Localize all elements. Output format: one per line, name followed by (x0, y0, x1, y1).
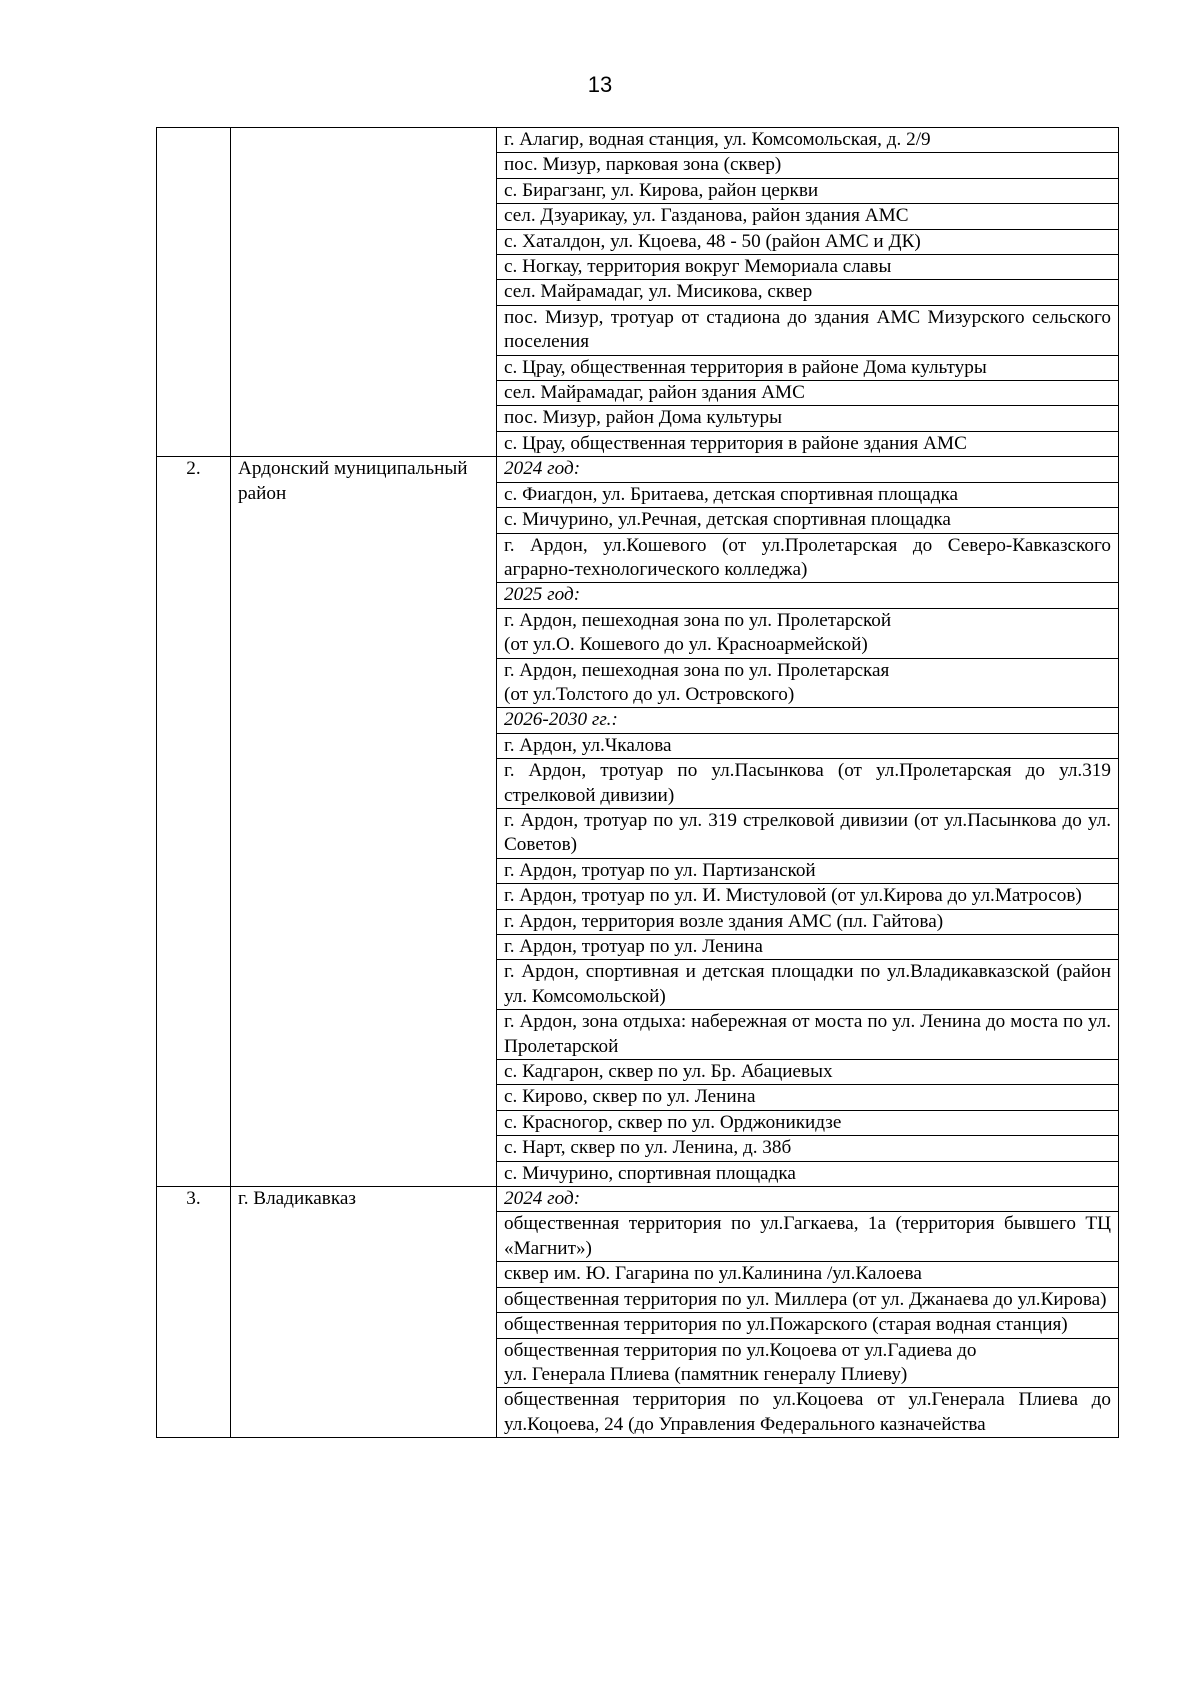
territory-cell: общественная территория по ул.Пожарского (старая водная станция) (497, 1313, 1119, 1338)
year-heading-cell: 2026-2030 гг.: (497, 708, 1119, 733)
territory-cell: г. Алагир, водная станция, ул. Комсомольская, д. 2/9 (497, 128, 1119, 153)
territory-cell: г. Ардон, тротуар по ул.Пасынкова (от ул.Пролетарская до ул.319 стрелковой дивизии) (497, 759, 1119, 809)
territory-cell: г. Ардон, ул.Чкалова (497, 733, 1119, 758)
table-row (157, 457, 1119, 482)
territory-cell: с. Ногкау, территория вокруг Мемориала славы (497, 255, 1119, 280)
territory-cell: с. Нарт, сквер по ул. Ленина, д. 38б (497, 1136, 1119, 1161)
territory-cell: г. Ардон, пешеходная зона по ул. Пролетарская (от ул.Толстого до ул. Островского) (497, 658, 1119, 708)
territory-cell: с. Црау, общественная территория в районе Дома культуры (497, 355, 1119, 380)
territory-cell: с. Кадгарон, сквер по ул. Бр. Абациевых (497, 1060, 1119, 1085)
territory-cell: г. Ардон, тротуар по ул. 319 стрелковой дивизии (от ул.Пасынкова до ул. Советов) (497, 808, 1119, 858)
territory-cell: г. Ардон, зона отдыха: набережная от моста по ул. Ленина до моста по ул. Пролетарской (497, 1010, 1119, 1060)
table-row (157, 128, 1119, 153)
territory-cell: г. Ардон, тротуар по ул. Ленина (497, 935, 1119, 960)
territory-cell: с. Кирово, сквер по ул. Ленина (497, 1085, 1119, 1110)
table-body (157, 128, 1119, 1438)
territory-cell: г. Ардон, тротуар по ул. Партизанской (497, 858, 1119, 883)
year-heading-cell: 2025 год: (497, 583, 1119, 608)
territory-cell: общественная территория по ул. Миллера (от ул. Джанаева до ул.Кирова) (497, 1287, 1119, 1312)
territory-cell: пос. Мизур, парковая зона (сквер) (497, 153, 1119, 178)
territory-cell: г. Ардон, ул.Кошевого (от ул.Пролетарская до Северо-Кавказского аграрно-технологического колледжа) (497, 533, 1119, 583)
municipality-cell (231, 128, 497, 457)
territory-cell: сквер им. Ю. Гагарина по ул.Калинина /ул.Калоева (497, 1262, 1119, 1287)
row-number-cell (157, 128, 231, 457)
page-number: 13 (587, 72, 613, 97)
municipality-cell: г. Владикавказ (231, 1187, 497, 1438)
territory-cell: с. Мичурино, спортивная площадка (497, 1161, 1119, 1186)
territories-table (156, 127, 1119, 1438)
territory-cell: с. Красногор, сквер по ул. Орджоникидзе (497, 1110, 1119, 1135)
territory-cell: с. Фиагдон, ул. Бритаева, детская спортивная площадка (497, 482, 1119, 507)
territory-cell: с. Хаталдон, ул. Кцоева, 48 - 50 (район АМС и ДК) (497, 229, 1119, 254)
territory-cell: общественная территория по ул.Гагкаева, 1а (территория бывшего ТЦ «Магнит») (497, 1212, 1119, 1262)
municipality-cell: Ардонский муниципальный район (231, 457, 497, 1187)
row-number-cell: 2. (157, 457, 231, 1187)
territory-cell: г. Ардон, спортивная и детская площадки по ул.Владикавказской (район ул. Комсомольской) (497, 960, 1119, 1010)
territory-cell: пос. Мизур, тротуар от стадиона до здания АМС Мизурского сельского поселения (497, 305, 1119, 355)
territory-cell: с. Мичурино, ул.Речная, детская спортивная площадка (497, 508, 1119, 533)
year-heading-cell: 2024 год: (497, 457, 1119, 482)
territory-cell: общественная территория по ул.Коцоева от ул.Гадиева до ул. Генерала Плиева (памятник генералу Плиеву) (497, 1338, 1119, 1388)
territory-cell: г. Ардон, тротуар по ул. И. Мистуловой (от ул.Кирова до ул.Матросов) (497, 884, 1119, 909)
territory-cell: г. Ардон, территория возле здания АМС (пл. Гайтова) (497, 909, 1119, 934)
territory-cell: сел. Дзуарикау, ул. Газданова, район здания АМС (497, 204, 1119, 229)
territory-cell: сел. Майрамадаг, ул. Мисикова, сквер (497, 280, 1119, 305)
territory-cell: с. Црау, общественная территория в районе здания АМС (497, 431, 1119, 456)
year-heading-cell: 2024 год: (497, 1187, 1119, 1212)
territory-cell: пос. Мизур, район Дома культуры (497, 406, 1119, 431)
territory-cell: с. Бирагзанг, ул. Кирова, район церкви (497, 178, 1119, 203)
territory-cell: г. Ардон, пешеходная зона по ул. Пролетарской (от ул.О. Кошевого до ул. Красноармейской) (497, 608, 1119, 658)
territory-cell: сел. Майрамадаг, район здания АМС (497, 381, 1119, 406)
table-row (157, 1187, 1119, 1212)
territory-cell: общественная территория по ул.Коцоева от ул.Генерала Плиева до ул.Коцоева, 24 (до Управления Федерального казначейства (497, 1388, 1119, 1438)
row-number-cell: 3. (157, 1187, 231, 1438)
